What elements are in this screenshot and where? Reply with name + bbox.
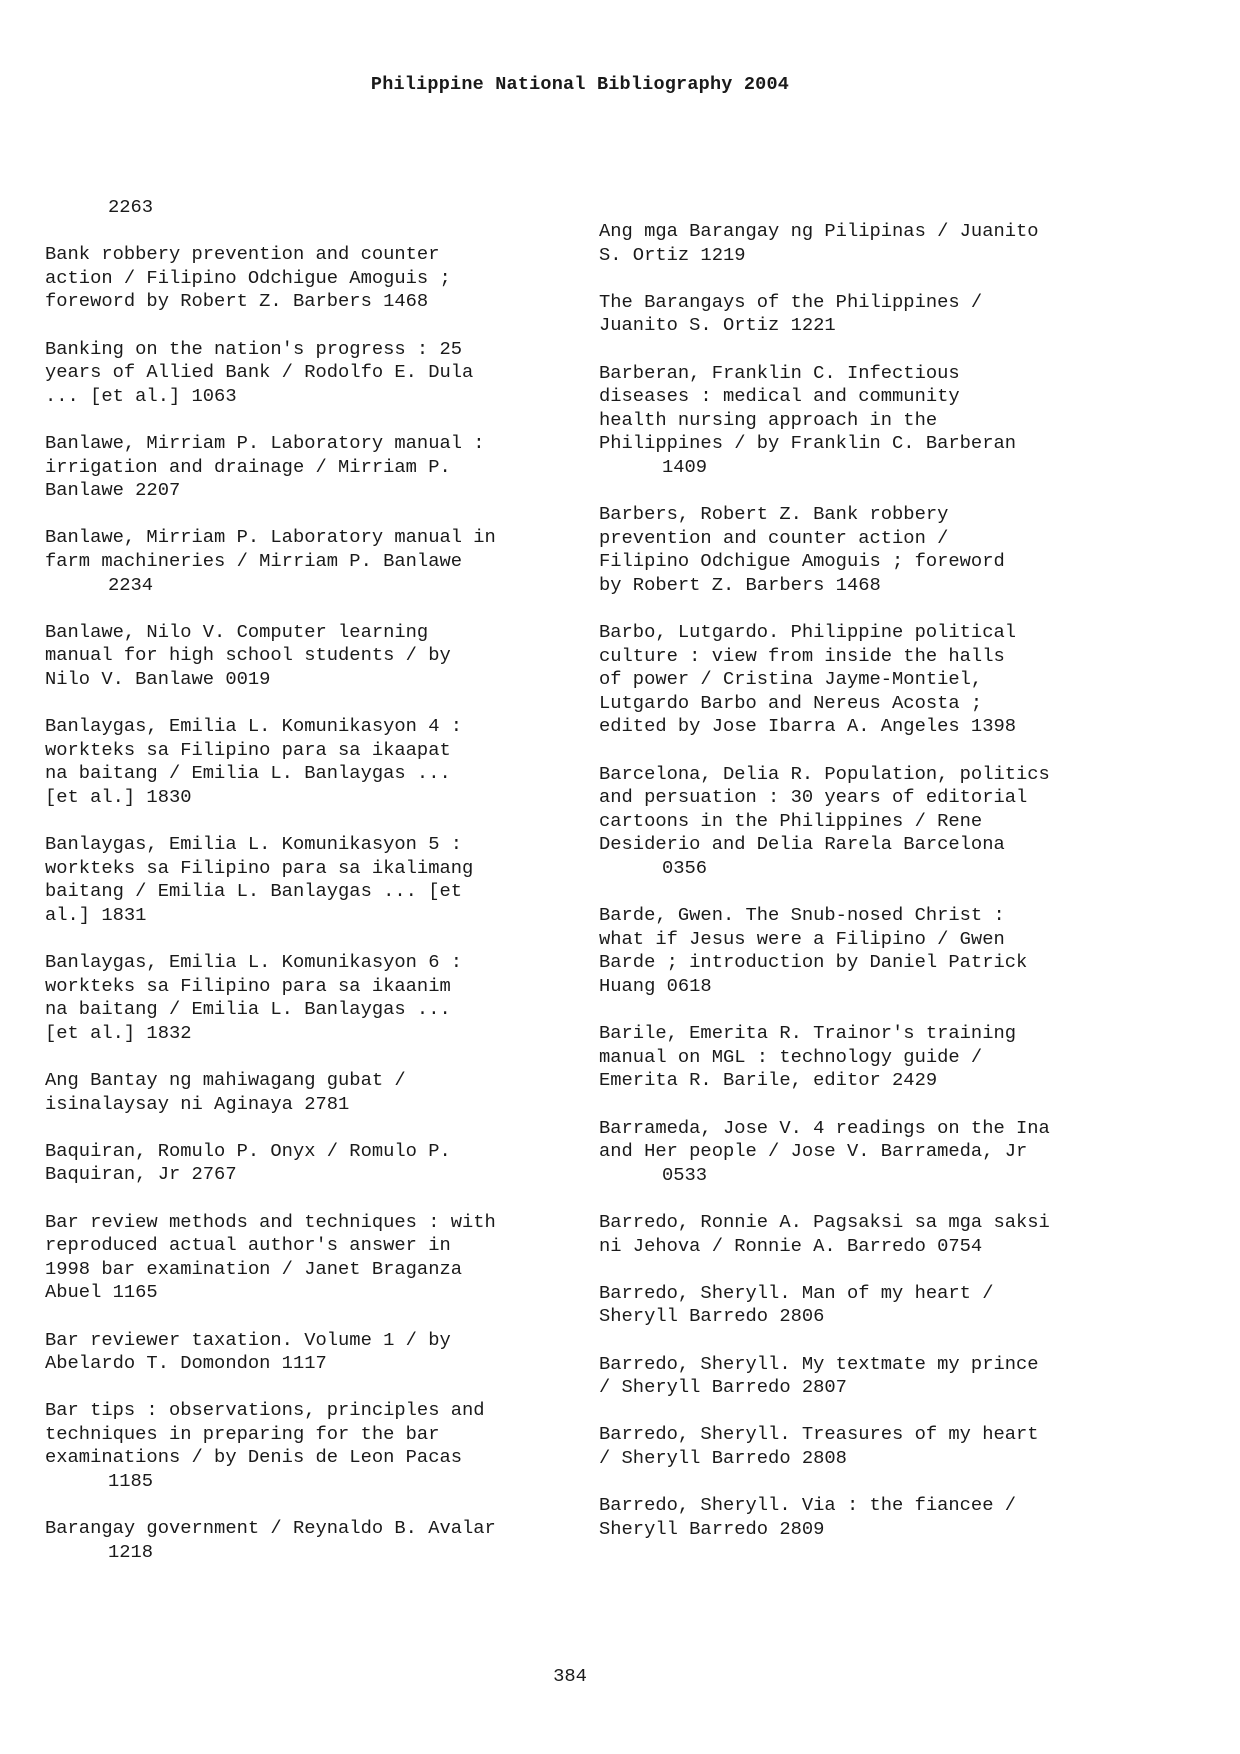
- entry-line: Banlawe 2207: [45, 479, 181, 502]
- entry-line: Sheryll Barredo 2809: [599, 1517, 825, 1540]
- entry-line: by Robert Z. Barbers 1468: [599, 573, 881, 596]
- entry-line: Banlawe, Nilo V. Computer learning: [45, 620, 429, 643]
- entry-line: Banlawe, Mirriam P. Laboratory manual in: [45, 526, 496, 549]
- entry-line: Banlaygas, Emilia L. Komunikasyon 5 :: [45, 833, 463, 856]
- entry-line: years of Allied Bank / Rodolfo E. Dula: [45, 361, 474, 384]
- entry-line: Bank robbery prevention and counter: [45, 243, 440, 266]
- bibliography-entry: [45, 833, 605, 927]
- entry-line: reproduced actual author's answer in: [45, 1234, 451, 1257]
- bibliography-entry: [599, 220, 1159, 267]
- entry-line: baitang / Emilia L. Banlaygas ... [et: [45, 880, 463, 903]
- entry-line: [et al.] 1832: [45, 1021, 192, 1044]
- entry-line: Barangay government / Reynaldo B. Avalar: [45, 1517, 496, 1540]
- bibliography-entry: [599, 1423, 1159, 1470]
- entry-line: Barberan, Franklin C. Infectious: [599, 361, 960, 384]
- entry-number: 0533: [662, 1163, 708, 1186]
- entry-line: Abelardo T. Domondon 1117: [45, 1352, 327, 1375]
- bibliography-entry: [45, 715, 605, 809]
- bibliography-entry: [599, 1353, 1159, 1400]
- bibliography-entry: [45, 951, 605, 1045]
- bibliography-entry: [45, 338, 605, 409]
- right-entry-list: [599, 220, 1159, 1541]
- entry-line: foreword by Robert Z. Barbers 1468: [45, 290, 429, 313]
- page-number: 384: [553, 1665, 587, 1687]
- right-column: [599, 220, 1159, 1565]
- entry-line: / Sheryll Barredo 2807: [599, 1376, 847, 1399]
- bibliography-entry: [599, 503, 1159, 597]
- bibliography-entry: [599, 362, 1159, 480]
- bibliography-entry: [599, 621, 1159, 739]
- bibliography-entry: [599, 763, 1159, 881]
- entry-line: health nursing approach in the: [599, 408, 938, 431]
- entry-line: Barredo, Sheryll. Man of my heart /: [599, 1281, 994, 1304]
- entry-line: Emerita R. Barile, editor 2429: [599, 1069, 938, 1092]
- entry-line: isinalaysay ni Aginaya 2781: [45, 1092, 350, 1115]
- entry-line: Barde ; introduction by Daniel Patrick: [599, 951, 1028, 974]
- bibliography-entry: [599, 1282, 1159, 1329]
- left-column: [45, 196, 605, 1588]
- entry-line: Barredo, Sheryll. Treasures of my heart: [599, 1423, 1039, 1446]
- entry-line: [et al.] 1830: [45, 785, 192, 808]
- entry-number: 2234: [108, 573, 154, 596]
- entry-line: Desiderio and Delia Rarela Barcelona: [599, 833, 1005, 856]
- entry-line: 1998 bar examination / Janet Braganza: [45, 1257, 463, 1280]
- entry-number: 1185: [108, 1470, 154, 1493]
- entry-line: Barrameda, Jose V. 4 readings on the Ina: [599, 1116, 1050, 1139]
- bibliography-entry: [45, 1329, 605, 1376]
- entry-line: na baitang / Emilia L. Banlaygas ...: [45, 762, 451, 785]
- entry-line: and Her people / Jose V. Barrameda, Jr: [599, 1140, 1028, 1163]
- entry-line: Ang Bantay ng mahiwagang gubat /: [45, 1068, 406, 1091]
- entry-line: Abuel 1165: [45, 1281, 158, 1304]
- entry-line: Banlaygas, Emilia L. Komunikasyon 6 :: [45, 951, 463, 973]
- entry-line: Barredo, Sheryll. My textmate my prince: [599, 1352, 1039, 1375]
- bibliography-entry: [599, 1494, 1159, 1541]
- entry-line: Philippines / by Franklin C. Barberan: [599, 432, 1017, 455]
- entry-line: techniques in preparing for the bar: [45, 1422, 440, 1445]
- bibliography-entry: [45, 1211, 605, 1305]
- entry-line: Lutgardo Barbo and Nereus Acosta ;: [599, 691, 983, 714]
- continued-entry-number: 2263: [108, 196, 154, 218]
- entry-line: action / Filipino Odchigue Amoguis ;: [45, 266, 451, 289]
- left-entry-list: [45, 243, 605, 1564]
- entry-line: Bar review methods and techniques : with: [45, 1210, 496, 1233]
- entry-line: Barbo, Lutgardo. Philippine political: [599, 621, 1017, 644]
- entry-line: of power / Cristina Jayme-Montiel,: [599, 668, 983, 691]
- entry-number: 1218: [108, 1540, 154, 1563]
- entry-line: Baquiran, Jr 2767: [45, 1163, 237, 1186]
- entry-line: Barredo, Sheryll. Via : the fiancee /: [599, 1494, 1017, 1517]
- entry-line: ... [et al.] 1063: [45, 384, 237, 407]
- entry-line: workteks sa Filipino para sa ikaanim: [45, 974, 451, 997]
- entry-line: Barcelona, Delia R. Population, politics: [599, 762, 1050, 785]
- entry-line: ni Jehova / Ronnie A. Barredo 0754: [599, 1234, 983, 1257]
- entry-line: Barbers, Robert Z. Bank robbery: [599, 503, 949, 526]
- entry-line: culture : view from inside the halls: [599, 644, 1005, 667]
- entry-line: manual on MGL : technology guide /: [599, 1045, 983, 1068]
- entry-line: Banking on the nation's progress : 25: [45, 337, 463, 360]
- bibliography-entry: [45, 243, 605, 314]
- page-title: Philippine National Bibliography 2004: [370, 74, 790, 95]
- entry-line: Banlaygas, Emilia L. Komunikasyon 4 :: [45, 715, 463, 738]
- entry-line: diseases : medical and community: [599, 385, 960, 408]
- entry-line: Juanito S. Ortiz 1221: [599, 314, 836, 337]
- entry-line: S. Ortiz 1219: [599, 243, 746, 266]
- entry-line: what if Jesus were a Filipino / Gwen: [599, 927, 1005, 950]
- entry-line: Bar tips : observations, principles and: [45, 1399, 485, 1422]
- entry-line: cartoons in the Philippines / Rene: [599, 809, 983, 832]
- bibliography-entry: [599, 1211, 1159, 1258]
- bibliography-entry: [45, 621, 605, 692]
- bibliography-entry: [45, 526, 605, 597]
- bibliography-entry: [599, 291, 1159, 338]
- entry-line: and persuation : 30 years of editorial: [599, 786, 1028, 809]
- entry-line: examinations / by Denis de Leon Pacas: [45, 1446, 463, 1469]
- entry-line: / Sheryll Barredo 2808: [599, 1446, 847, 1469]
- entry-line: prevention and counter action /: [599, 526, 949, 549]
- bibliography-entry: [599, 1117, 1159, 1188]
- bibliography-entry: [45, 432, 605, 503]
- entry-line: Nilo V. Banlawe 0019: [45, 667, 271, 690]
- entry-number: 0356: [662, 857, 708, 880]
- entry-line: Baquiran, Romulo P. Onyx / Romulo P.: [45, 1139, 451, 1162]
- entry-line: workteks sa Filipino para sa ikalimang: [45, 856, 474, 879]
- entry-line: workteks sa Filipino para sa ikaapat: [45, 738, 451, 761]
- bibliography-entry: [599, 904, 1159, 998]
- bibliography-entry: [599, 1022, 1159, 1093]
- entry-line: edited by Jose Ibarra A. Angeles 1398: [599, 715, 1017, 738]
- entry-line: Ang mga Barangay ng Pilipinas / Juanito: [599, 220, 1039, 242]
- bibliography-entry: [45, 1069, 605, 1116]
- entry-number: 1409: [662, 455, 708, 478]
- entry-line: Barredo, Ronnie A. Pagsaksi sa mga saksi: [599, 1210, 1050, 1233]
- entry-line: Banlawe, Mirriam P. Laboratory manual :: [45, 431, 485, 454]
- bibliography-entry: [45, 1517, 605, 1564]
- entry-line: manual for high school students / by: [45, 644, 451, 667]
- entry-line: Barde, Gwen. The Snub-nosed Christ :: [599, 904, 1005, 927]
- entry-line: na baitang / Emilia L. Banlaygas ...: [45, 998, 451, 1021]
- entry-line: farm machineries / Mirriam P. Banlawe: [45, 549, 463, 572]
- entry-line: Sheryll Barredo 2806: [599, 1305, 825, 1328]
- bibliography-entry: [45, 1399, 605, 1493]
- entry-line: Barile, Emerita R. Trainor's training: [599, 1022, 1017, 1045]
- bibliography-entry: [45, 1140, 605, 1187]
- entry-line: irrigation and drainage / Mirriam P.: [45, 455, 451, 478]
- entry-line: al.] 1831: [45, 903, 147, 926]
- entry-line: Huang 0618: [599, 975, 712, 997]
- entry-line: Filipino Odchigue Amoguis ; foreword: [599, 550, 1005, 573]
- entry-line: Bar reviewer taxation. Volume 1 / by: [45, 1328, 451, 1351]
- entry-line: The Barangays of the Philippines /: [599, 290, 983, 313]
